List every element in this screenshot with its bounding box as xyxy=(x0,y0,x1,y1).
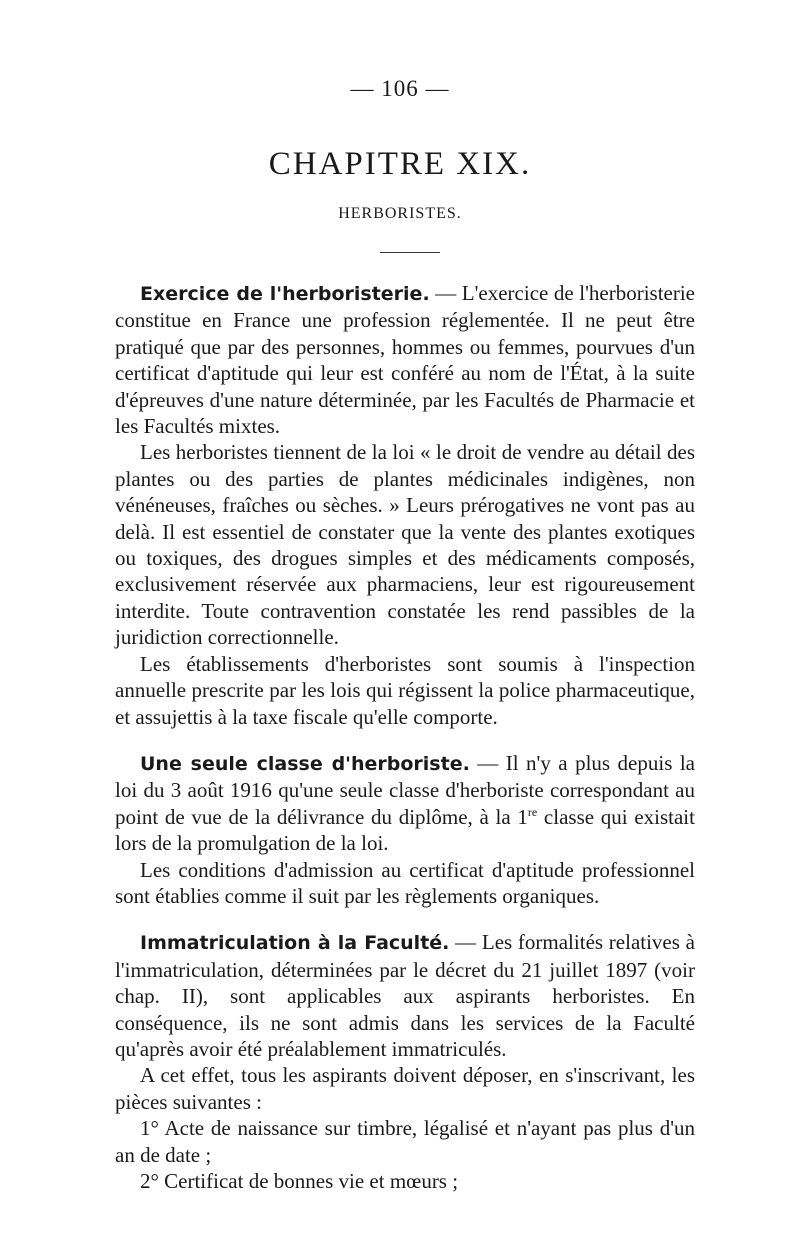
heading-exercice: Exercice de l'herboristerie. xyxy=(140,283,430,305)
list-item-text: 1° Acte de naissance sur timbre, légalisé et n'ayant pas plus d'un an de date ; xyxy=(115,1116,695,1167)
paragraph-etablissements xyxy=(115,651,695,730)
paragraph-text: — Il n'y a plus depuis la loi du 3 août 1916 qu'une seule classe d'herboriste correspondant au point de vue de la délivrance du diplôme, à la 1 xyxy=(115,750,695,829)
paragraph-text: Les conditions d'admission au certificat d'aptitude professionnel sont établies comme il suit par les règlements organiques. xyxy=(115,857,695,908)
body-text xyxy=(115,280,695,1194)
title-rule xyxy=(380,252,440,253)
section-title: HERBORISTES. xyxy=(338,205,462,222)
chapter-title: CHAPITRE XIX. xyxy=(268,146,532,182)
heading-immatriculation: Immatriculation à la Faculté. xyxy=(140,932,450,955)
paragraph-text: — Les formalités relatives à l'immatriculation, déterminées par le décret du 21 juillet 1897 (voir chap. II), sont applicables aux aspirants herboristes. En conséquence, ils ne sont admis dans les services de la Faculté qu'après avoir été préalablement immatriculés. xyxy=(115,930,695,1061)
heading-classe: Une seule classe d'herboriste. xyxy=(140,752,470,775)
paragraph-droits xyxy=(115,439,695,650)
paragraph-immatriculation xyxy=(115,929,695,1062)
paragraph-conditions xyxy=(115,857,695,910)
list-item-2 xyxy=(115,1168,695,1194)
list-item-text: 2° Certificat de bonnes vie et mœurs ; xyxy=(140,1169,459,1193)
superscript-re: re xyxy=(527,804,538,819)
paragraph-text: Les herboristes tiennent de la loi « le droit de vendre au détail des plantes ou des parties de plantes médicinales indigènes, non vénéneuses, fraîches ou sèches. » Leurs prérogatives ne vont pas au delà. Il est essentiel de constater que la vente des plantes exotiques ou toxiques, des drogues simples et des médicaments composés, exclusivement réservée aux pharmaciens, leur est rigoureusement interdite. Toute contravention constatée les rend passibles de la juridiction correctionnelle. xyxy=(115,440,695,650)
paragraph-text: classe qui existait lors de la promulgation de la loi. xyxy=(115,804,695,856)
paragraph-text: Les établissements d'herboristes sont soumis à l'inspection annuelle prescrite par les lois qui régissent la police pharmaceutique, et assujettis à la taxe fiscale qu'elle comporte. xyxy=(115,651,695,729)
list-item-1 xyxy=(115,1115,695,1168)
paragraph-text: — L'exercice de l'herboristerie constitue en France une profession réglementée. Il ne peut être pratiqué que par des personnes, hommes ou femmes, pourvues d'un certificat d'aptitude qui leur est conféré au nom de l'État, à la suite d'épreuves d'une nature déterminée, par les Facultés de Pharmacie et les Facultés mixtes. xyxy=(115,281,696,439)
paragraph-exercice xyxy=(115,280,695,439)
paragraph-pieces xyxy=(115,1062,695,1115)
paragraph-text: A cet effet, tous les aspirants doivent déposer, en s'inscrivant, les pièces suivantes : xyxy=(115,1063,695,1114)
paragraph-classe xyxy=(115,750,695,857)
page-number: — 106 — xyxy=(350,76,450,101)
